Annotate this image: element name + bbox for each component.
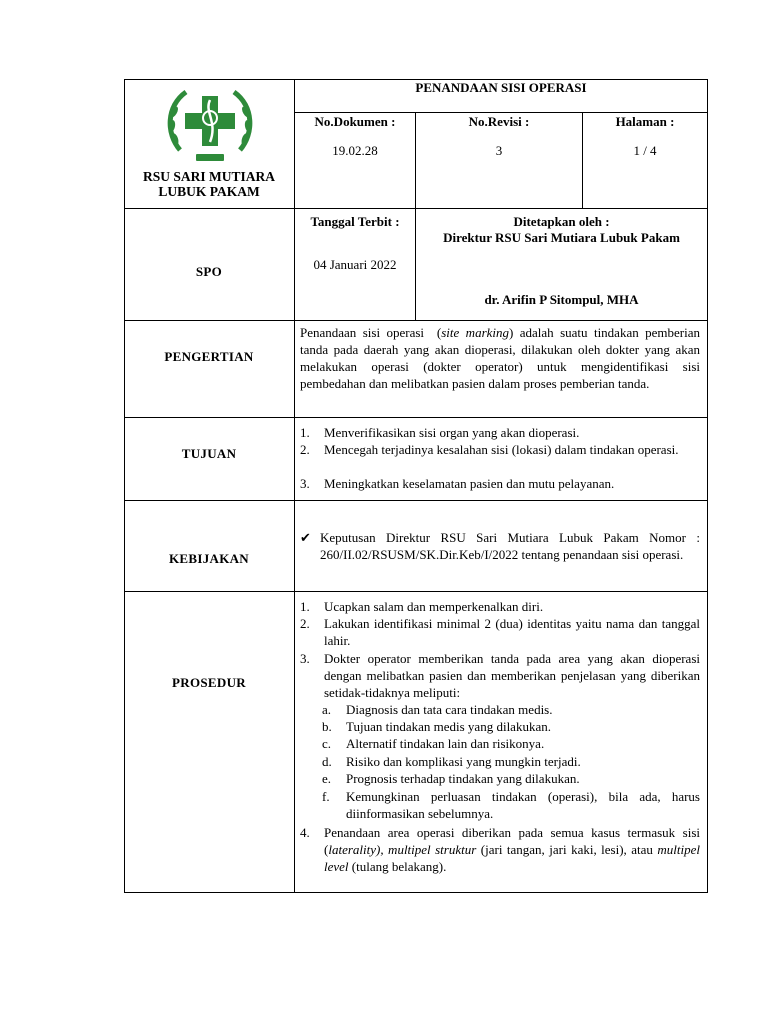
tujuan-label: TUJUAN (181, 446, 237, 461)
kebijakan-label: KEBIJAKAN (169, 551, 249, 566)
no-revisi-value: 3 (495, 143, 503, 158)
tanggal-terbit-label: Tanggal Terbit : (310, 214, 400, 229)
spo-label: SPO (195, 264, 223, 279)
table-border-left (124, 79, 125, 893)
table-border-bottom (124, 892, 708, 893)
no-dokumen-label: No.Dokumen : (314, 114, 396, 129)
row-divider-4 (124, 500, 708, 501)
row-divider-2 (124, 320, 708, 321)
prosedur-subitem: d. Risiko dan komplikasi yang mungkin terjadi. (322, 754, 581, 769)
checkmark-icon: ✔ (300, 530, 311, 545)
halaman-value: 1 / 4 (633, 143, 657, 158)
tujuan-item: 2. Mencegah terjadinya kesalahan sisi (lokasi) dalam tindakan operasi. (300, 442, 679, 457)
hospital-name-line2: LUBUK PAKAM (158, 184, 260, 199)
document-title: PENANDAAN SISI OPERASI (415, 80, 587, 95)
tanggal-terbit-value: 04 Januari 2022 (313, 257, 397, 272)
hospital-name-line1: RSU SARI MUTIARA (142, 169, 275, 184)
prosedur-subitem: a. Diagnosis dan tata cara tindakan medis. (322, 702, 553, 717)
no-dokumen-value: 19.02.28 (332, 143, 378, 158)
prosedur-subitem: c. Alternatif tindakan lain dan risikonya. (322, 736, 545, 751)
table-column-divider (294, 79, 295, 893)
ditetapkan-label: Ditetapkan oleh : (513, 214, 610, 229)
row-divider-1 (124, 208, 708, 209)
hospital-logo (164, 82, 256, 166)
pengertian-label: PENGERTIAN (164, 349, 254, 364)
prosedur-item: 2. Lakukan identifikasi minimal 2 (dua) identitas yaitu nama dan tanggal lahir. (300, 616, 700, 648)
prosedur-item: 3. Dokter operator memberikan tanda pada area yang akan dioperasi dengan melibatkan pasien dan memberikan penjelasan yang diberikan setidak-tidaknya meliputi: (300, 651, 700, 700)
prosedur-item: 1. Ucapkan salam dan memperkenalkan diri. (300, 599, 544, 614)
tujuan-item: 1. Menverifikasikan sisi organ yang akan dioperasi. (300, 425, 580, 440)
row-divider-5 (124, 591, 708, 592)
no-revisi-label: No.Revisi : (468, 114, 530, 129)
pengertian-text: Penandaan sisi operasi (site marking) adalah suatu tindakan pemberian tanda pada daerah yang akan dioperasi, dilakukan oleh dokter yang akan melakukan operasi (dokter operator) untuk mengidentifikasi sisi pembedahan dan melibatkan pasien dalam proses pemberian tanda. (300, 325, 700, 391)
spo-document (124, 79, 708, 893)
signatory-name: dr. Arifin P Sitompul, MHA (484, 292, 639, 307)
prosedur-subitem: e. Prognosis terhadap tindakan yang dilakukan. (322, 771, 580, 786)
prosedur-subitem: b. Tujuan tindakan medis yang dilakukan. (322, 719, 551, 734)
prosedur-subitem: f. Kemungkinan perluasan tindakan (operasi), bila ada, harus diinformasikan sebelumnya. (322, 789, 700, 821)
prosedur-item: 4. Penandaan area operasi diberikan pada semua kasus termasuk sisi (laterality), multipel struktur (jari tangan, jari kaki, lesi), atau multipel level (tulang belakang). (300, 825, 701, 874)
kebijakan-item: ✔ Keputusan Direktur RSU Sari Mutiara Lubuk Pakam Nomor : 260/II.02/RSUSM/SK.Dir.Keb/I/2022 tentang penandaan sisi operasi. (300, 530, 700, 562)
table-border-right (707, 79, 708, 893)
row-divider-3 (124, 417, 708, 418)
tujuan-item: 3. Meningkatkan keselamatan pasien dan mutu pelayanan. (300, 476, 615, 491)
prosedur-label: PROSEDUR (172, 675, 246, 690)
halaman-label: Halaman : (615, 114, 675, 129)
ditetapkan-by: Direktur RSU Sari Mutiara Lubuk Pakam (443, 230, 680, 245)
